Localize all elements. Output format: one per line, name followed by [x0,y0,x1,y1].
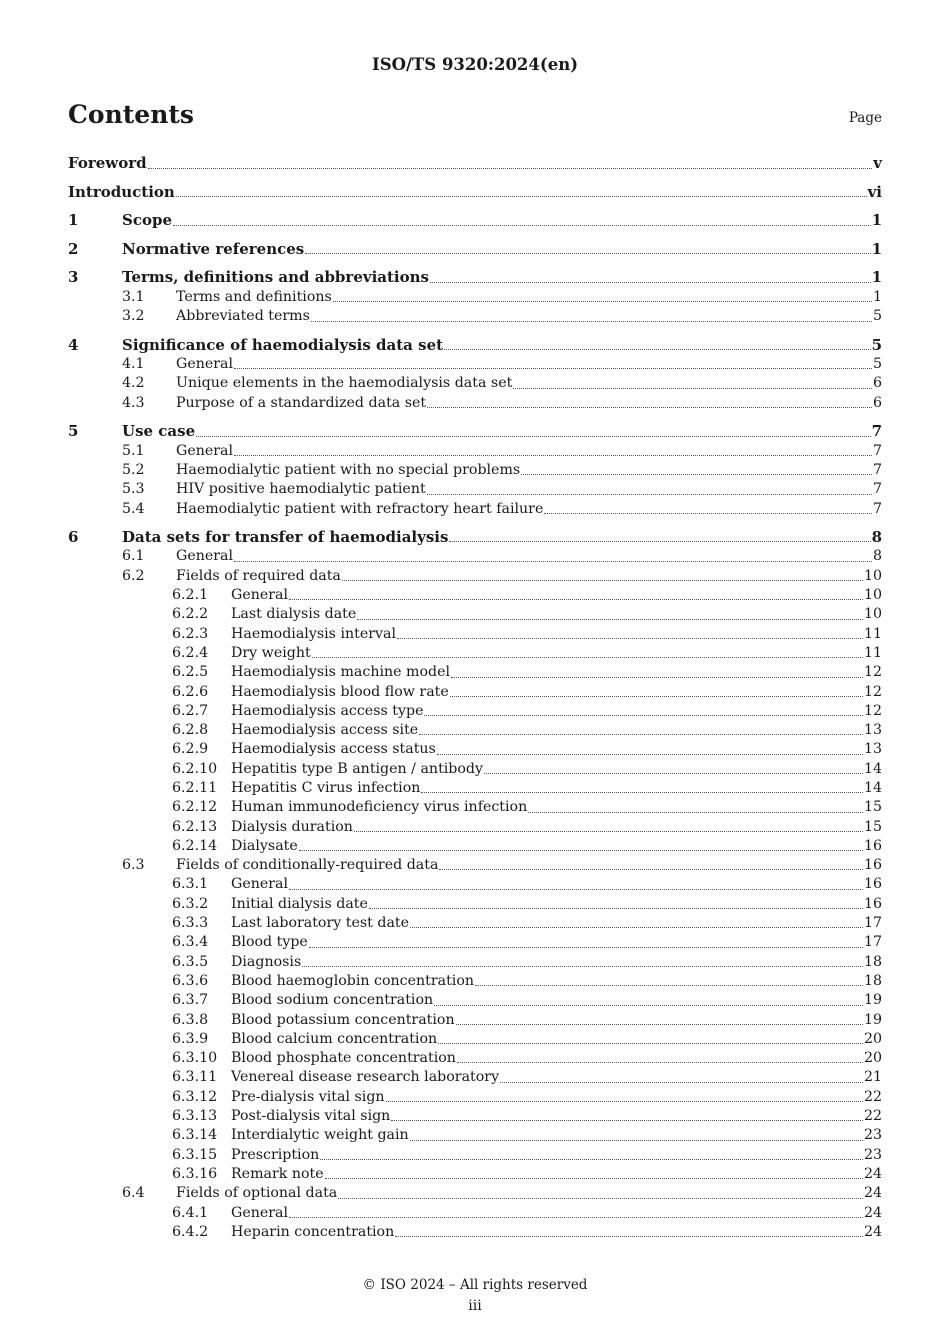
toc-entry-title: Blood sodium concentration [231,992,434,1009]
toc-entry-title: Use case [122,422,196,441]
toc-dot-leader [176,195,867,197]
toc-entry-title: Fields of conditionally-required data [176,857,439,874]
toc-entry[interactable] [68,1146,882,1165]
toc-entry-number: 6.3.10 [172,1050,218,1067]
toc-dot-leader [521,473,872,475]
toc-entry[interactable] [68,268,882,288]
toc-dot-leader [148,167,873,169]
toc-dot-leader [484,772,863,774]
toc-entry-title: Blood haemoglobin concentration [231,972,475,989]
toc-entry[interactable] [68,183,882,203]
toc-entry-title: Purpose of a standardized data set [176,394,427,411]
toc-dot-leader [444,348,871,350]
toc-entry-page: 18 [863,972,882,989]
toc-entry-page: 5 [872,356,882,373]
toc-entry-title: Fields of required data [176,567,341,584]
toc-entry[interactable] [68,1068,882,1087]
toc-dot-leader [456,1023,863,1025]
toc-entry-page: 20 [863,1050,882,1067]
toc-entry-title: Interdialytic weight gain [231,1127,409,1144]
toc-entry-page: 12 [863,683,882,700]
toc-dot-leader [544,512,872,514]
toc-entry-page: 15 [863,799,882,816]
toc-entry-page: 10 [863,606,882,623]
toc-dot-leader [173,224,871,226]
toc-entry-title: General [231,587,289,604]
toc-entry-page: 23 [863,1127,882,1144]
toc-entry-page: 12 [863,702,882,719]
toc-entry[interactable] [68,644,882,663]
toc-entry[interactable] [68,547,882,566]
toc-entry-page: 13 [863,741,882,758]
toc-dot-leader [451,676,863,678]
toc-entry-title: Venereal disease research laboratory [231,1069,500,1086]
toc-entry-page: 1 [872,288,882,305]
toc-entry[interactable] [68,798,882,817]
toc-dot-leader [410,926,863,928]
toc-entry-page: 21 [863,1069,882,1086]
toc-entry-page: 17 [863,915,882,932]
toc-entry[interactable] [68,528,882,548]
toc-entry-title: Normative references [122,239,305,258]
toc-entry-page: 16 [863,857,882,874]
toc-entry-page: 16 [863,895,882,912]
toc-entry[interactable] [68,422,882,442]
toc-entry-number: 6.2.4 [172,644,209,661]
toc-entry-title: Terms and definitions [176,288,332,305]
toc-entry[interactable] [68,288,882,307]
toc-dot-leader [234,367,872,369]
toc-entry-title: General [231,1204,289,1221]
toc-entry-number: 6.3.14 [172,1127,218,1144]
toc-entry-number: 6.3.6 [172,972,209,989]
toc-entry[interactable] [68,211,882,231]
toc-entry-number: 6.2.5 [172,664,209,681]
toc-entry-number: 6.3.11 [172,1069,218,1086]
toc-entry-page: 24 [863,1204,882,1221]
toc-entry-title: Significance of haemodialysis data set [122,335,444,354]
toc-dot-leader [289,598,863,600]
toc-entry-number: 6.2.11 [172,779,218,796]
toc-entry-page: 19 [863,992,882,1009]
toc-dot-leader [513,387,872,389]
toc-entry-number: 6.3.2 [172,895,209,912]
toc-entry-page: 10 [863,567,882,584]
toc-entry-page: 7 [871,422,882,441]
toc-entry-number: 6.2.12 [172,799,218,816]
toc-entry-page: 23 [863,1146,882,1163]
toc-entry-page: 16 [863,837,882,854]
toc-dot-leader [397,637,863,639]
toc-entry-number: 6.3.15 [172,1146,218,1163]
toc-entry[interactable] [68,760,882,779]
toc-dot-leader [410,1139,863,1141]
toc-entry-title: Pre-dialysis vital sign [231,1088,385,1105]
toc-entry-number: 6.2.13 [172,818,218,835]
toc-entry-number: 6.3.8 [172,1011,209,1028]
toc-entry[interactable] [68,1011,882,1030]
toc-entry-page: 5 [871,335,882,354]
toc-entry-number: 6.2.7 [172,702,209,719]
toc-entry-page: 22 [863,1108,882,1125]
toc-entry-page: 5 [872,308,882,325]
toc-entry-number: 6.4.1 [172,1204,209,1221]
toc-entry-number: 4.1 [122,356,145,373]
toc-entry[interactable] [68,374,882,393]
toc-entry[interactable] [68,972,882,991]
toc-entry[interactable] [68,336,882,356]
toc-dot-leader [289,888,863,890]
toc-entry-title: Haemodialytic patient with refractory heart failure [176,500,544,517]
toc-entry-title: Haemodialysis access status [231,741,436,758]
toc-entry-number: 5.4 [122,500,145,517]
toc-entry-title: Hepatitis C virus infection [231,779,421,796]
toc-entry-number: 4.2 [122,375,145,392]
toc-entry-title: HIV positive haemodialytic patient [176,481,426,498]
toc-entry-page: 8 [872,548,882,565]
toc-entry[interactable] [68,442,882,461]
toc-entry[interactable] [68,895,882,914]
toc-dot-leader [305,252,870,254]
toc-entry-title: Human immunodeficiency virus infection [231,799,528,816]
toc-entry-number: 6.3.12 [172,1088,218,1105]
toc-entry-page: 17 [863,934,882,951]
toc-dot-leader [333,300,872,302]
toc-entry-title: Diagnosis [231,953,302,970]
toc-entry-title: Blood potassium concentration [231,1011,455,1028]
toc-entry[interactable] [68,1126,882,1145]
toc-dot-leader [325,1177,863,1179]
toc-dot-leader [427,493,872,495]
toc-entry-title: Blood type [231,934,308,951]
toc-dot-leader [302,965,863,967]
toc-entry-title: Last dialysis date [231,606,357,623]
toc-entry-title: Data sets for transfer of haemodialysis [122,527,449,546]
toc-entry-number: 3.1 [122,288,145,305]
table-of-contents [68,154,882,1242]
toc-entry[interactable] [68,1184,882,1203]
document-header: ISO/TS 9320:2024(en) [371,55,579,74]
toc-dot-leader [289,1216,863,1218]
toc-entry-title: Unique elements in the haemodialysis data set [176,375,513,392]
toc-entry-number: 6 [68,527,79,546]
toc-entry-number: 6.2 [122,567,145,584]
toc-entry-title: General [231,876,289,893]
toc-dot-leader [369,907,863,909]
toc-entry[interactable] [68,1049,882,1068]
toc-entry-title: Haemodialytic patient with no special problems [176,461,521,478]
toc-entry-page: 7 [872,442,882,459]
toc-entry-page: 24 [863,1185,882,1202]
toc-entry-number: 6.1 [122,548,145,565]
toc-entry-page: 16 [863,876,882,893]
toc-entry-page: vi [867,182,882,201]
toc-entry[interactable] [68,740,882,759]
toc-entry-page: 19 [863,1011,882,1028]
toc-dot-leader [338,1197,863,1199]
toc-entry[interactable] [68,721,882,740]
toc-entry-page: 14 [863,760,882,777]
toc-dot-leader [234,560,872,562]
toc-entry-title: Fields of optional data [176,1185,338,1202]
toc-dot-leader [427,406,872,408]
toc-dot-leader [438,1042,863,1044]
toc-entry-page: 15 [863,818,882,835]
toc-entry[interactable] [68,933,882,952]
toc-entry-number: 1 [68,211,79,230]
toc-dot-leader [449,540,870,542]
toc-dot-leader [424,714,862,716]
toc-entry-number: 6.2.1 [172,587,209,604]
toc-entry[interactable] [68,663,882,682]
toc-entry[interactable] [68,1088,882,1107]
toc-entry-page: 1 [871,211,882,230]
toc-entry-number: 6.3.1 [172,876,209,893]
toc-entry-page: 11 [863,644,882,661]
toc-entry[interactable] [68,991,882,1010]
toc-entry-number: 6.4 [122,1185,145,1202]
toc-entry-title: Dialysate [231,837,298,854]
toc-entry-page: 7 [872,500,882,517]
toc-entry[interactable] [68,394,882,413]
toc-dot-leader [299,849,863,851]
copyright-notice: © ISO 2024 – All rights reserved [362,1277,588,1293]
toc-entry-title: Haemodialysis machine model [231,664,451,681]
toc-entry[interactable] [68,914,882,933]
toc-dot-leader [309,946,863,948]
toc-entry-page: 6 [872,394,882,411]
toc-entry-number: 6.3.16 [172,1165,218,1182]
toc-entry-page: 13 [863,722,882,739]
toc-dot-leader [430,281,871,283]
toc-entry-title: Terms, definitions and abbreviations [122,268,429,287]
toc-entry-title: Foreword [68,154,147,172]
toc-dot-leader [528,811,863,813]
toc-entry-title: Remark note [231,1165,324,1182]
toc-entry[interactable] [68,779,882,798]
toc-entry[interactable] [68,605,882,624]
toc-entry[interactable] [68,683,882,702]
toc-entry-page: 24 [863,1223,882,1240]
toc-entry[interactable] [68,240,882,260]
toc-entry[interactable] [68,837,882,856]
toc-entry-page: 7 [872,461,882,478]
toc-dot-leader [342,579,863,581]
toc-entry-title: Prescription [231,1146,320,1163]
toc-dot-leader [475,984,863,986]
toc-entry[interactable] [68,461,882,480]
toc-entry-page: 6 [872,375,882,392]
toc-entry-number: 6.2.9 [172,741,209,758]
toc-entry[interactable] [68,500,882,519]
toc-entry-title: Blood phosphate concentration [231,1050,456,1067]
toc-entry[interactable] [68,625,882,644]
toc-entry-title: Haemodialysis access site [231,722,419,739]
toc-entry-page: 1 [871,239,882,258]
toc-entry-title: Last laboratory test date [231,915,410,932]
toc-dot-leader [457,1061,863,1063]
toc-entry-title: Initial dialysis date [231,895,368,912]
toc-entry-page: v [873,154,882,172]
toc-entry[interactable] [68,1107,882,1126]
toc-entry-title: Haemodialysis interval [231,625,397,642]
toc-entry-title: Introduction [68,182,175,201]
toc-entry[interactable] [68,875,882,894]
toc-entry-number: 5 [68,422,79,441]
toc-entry[interactable] [68,1030,882,1049]
toc-entry-title: General [176,548,234,565]
toc-entry-title: Heparin concentration [231,1223,395,1240]
toc-entry-title: Abbreviated terms [176,308,310,325]
toc-dot-leader [421,791,863,793]
toc-entry-number: 3.2 [122,308,145,325]
toc-dot-leader [234,454,872,456]
toc-entry[interactable] [68,154,882,174]
toc-entry[interactable] [68,856,882,875]
toc-dot-leader [320,1158,863,1160]
toc-entry-number: 6.2.6 [172,683,209,700]
toc-entry-number: 6.2.2 [172,606,209,623]
toc-dot-leader [437,753,863,755]
toc-entry[interactable] [68,586,882,605]
toc-entry-page: 12 [863,664,882,681]
toc-entry-number: 6.2.10 [172,760,218,777]
toc-entry-title: General [176,356,234,373]
toc-entry-page: 20 [863,1030,882,1047]
toc-entry[interactable] [68,1165,882,1184]
toc-entry-title: Dialysis duration [231,818,353,835]
toc-entry[interactable] [68,355,882,374]
toc-entry-title: Blood calcium concentration [231,1030,438,1047]
toc-entry-title: Haemodialysis blood flow rate [231,683,449,700]
toc-entry-page: 24 [863,1165,882,1182]
toc-entry-number: 6.2.14 [172,837,218,854]
toc-entry[interactable] [68,480,882,499]
toc-entry-number: 2 [68,239,79,258]
toc-entry[interactable] [68,1204,882,1223]
toc-entry-page: 14 [863,779,882,796]
toc-entry-page: 10 [863,587,882,604]
toc-dot-leader [434,1004,863,1006]
toc-entry-number: 5.2 [122,461,145,478]
toc-entry-number: 5.1 [122,442,145,459]
toc-entry-number: 5.3 [122,481,145,498]
toc-entry-number: 3 [68,268,79,287]
toc-entry-number: 6.3.13 [172,1108,218,1125]
toc-entry-title: Post-dialysis vital sign [231,1108,391,1125]
toc-entry-title: Dry weight [231,644,311,661]
toc-entry-number: 6.3.9 [172,1030,209,1047]
toc-entry-page: 18 [863,953,882,970]
toc-entry-number: 6.3.3 [172,915,209,932]
toc-entry-title: Haemodialysis access type [231,702,424,719]
toc-entry-title: Hepatitis type B antigen / antibody [231,760,484,777]
toc-entry-page: 8 [871,527,882,546]
toc-entry-number: 4.3 [122,394,145,411]
toc-entry[interactable] [68,567,882,586]
toc-dot-leader [311,320,872,322]
toc-entry-number: 6.4.2 [172,1223,209,1240]
toc-entry-number: 6.2.3 [172,625,209,642]
page-number: iii [468,1298,482,1314]
toc-entry-page: 22 [863,1088,882,1105]
toc-dot-leader [500,1081,863,1083]
toc-entry-number: 4 [68,335,79,354]
toc-dot-leader [395,1235,863,1237]
toc-entry-title: General [176,442,234,459]
toc-dot-leader [391,1119,863,1121]
toc-entry-number: 6.3.7 [172,992,209,1009]
toc-entry-number: 6.3.5 [172,953,209,970]
toc-entry-number: 6.2.8 [172,722,209,739]
toc-dot-leader [196,435,870,437]
page-column-label: Page [848,110,882,126]
toc-entry[interactable] [68,307,882,326]
toc-dot-leader [312,656,863,658]
contents-title: Contents [68,100,195,129]
toc-entry[interactable] [68,702,882,721]
toc-dot-leader [354,830,863,832]
toc-entry[interactable] [68,953,882,972]
toc-entry-page: 11 [863,625,882,642]
toc-dot-leader [439,868,863,870]
toc-dot-leader [357,618,863,620]
toc-entry-number: 6.3.4 [172,934,209,951]
toc-entry[interactable] [68,1223,882,1242]
toc-dot-leader [386,1100,863,1102]
toc-entry-page: 7 [872,481,882,498]
toc-entry[interactable] [68,818,882,837]
toc-entry-number: 6.3 [122,857,145,874]
toc-dot-leader [450,695,863,697]
toc-entry-page: 1 [871,268,882,287]
toc-entry-title: Scope [122,211,173,230]
toc-dot-leader [419,733,863,735]
